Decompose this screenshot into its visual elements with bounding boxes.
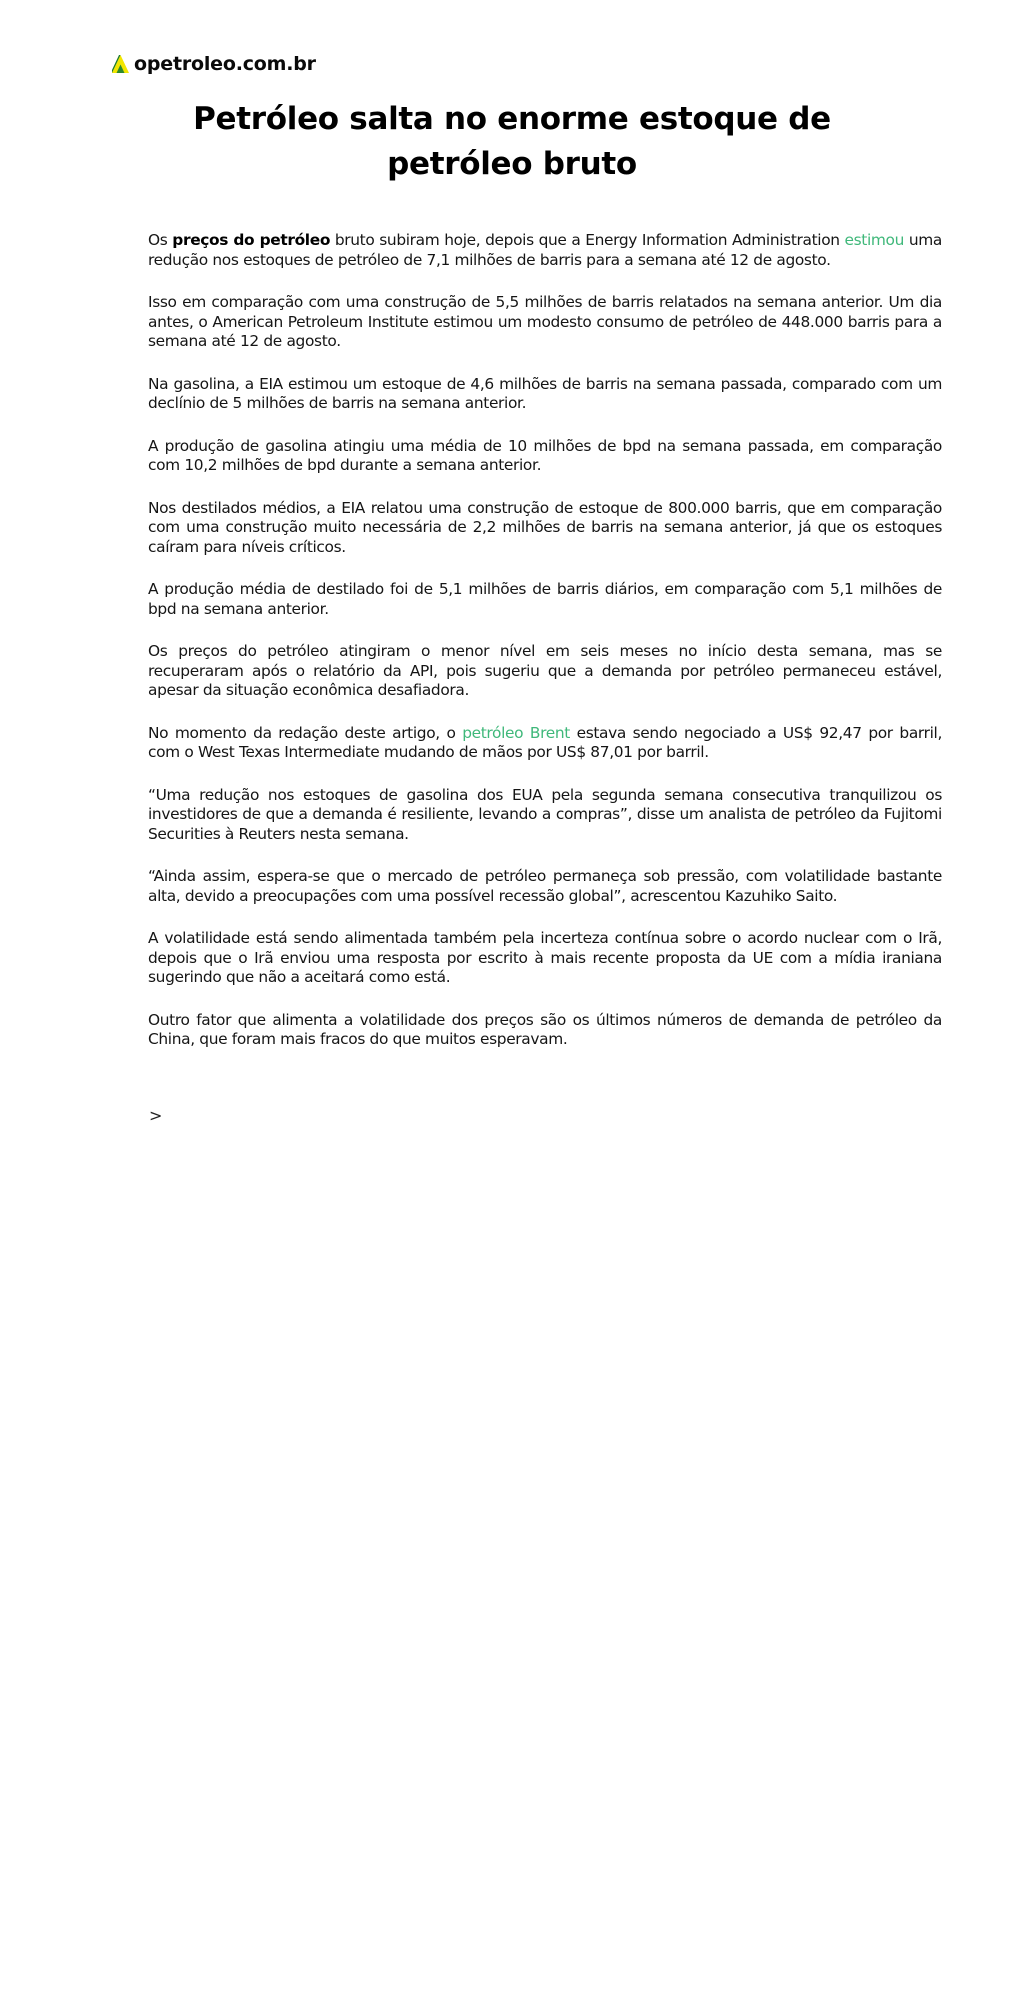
article-title: Petróleo salta no enorme estoque de petróleo bruto <box>193 101 831 182</box>
paragraph-12: Outro fator que alimenta a volatilidade dos preços são os últimos números de demanda de petróleo da China, que foram mais fracos do que muitos esperavam. <box>148 1010 942 1048</box>
paragraph-9: “Uma redução nos estoques de gasolina dos EUA pela segunda semana consecutiva tranquilizou os investidores de que a demanda é resiliente, levando a compras”, disse um analista de petróleo da Fujitomi Securities à Reuters nesta semana. <box>148 785 942 843</box>
paragraph-1-tail: uma redução nos estoques de petróleo de 7,1 milhões de barris para a semana até 12 de agosto. <box>148 231 942 269</box>
brent-oil-link[interactable]: petróleo Brent <box>462 723 570 742</box>
paragraph-7: Os preços do petróleo atingiram o menor nível em seis meses no início desta semana, mas se recuperaram após o relatório da API, pois sugeriu que a demanda por petróleo permaneceu estável, apesar da situação econômica desafiadora. <box>148 642 942 699</box>
article-body <box>148 231 942 1073</box>
paragraph-11: A volatilidade está sendo alimentada também pela incerteza contínua sobre o acordo nuclear com o Irã, depois que o Irã enviou uma resposta por escrito à mais recente proposta da UE com a mídia iraniana sugerindo que não a aceitará como está. <box>148 929 942 986</box>
paragraph-4: A produção de gasolina atingiu uma média de 10 milhões de bpd na semana passada, em comparação com 10,2 milhões de bpd durante a semana anterior. <box>148 436 942 474</box>
site-name-link[interactable]: opetroleo.com.br <box>134 53 316 75</box>
estimou-link[interactable]: estimou <box>844 231 905 249</box>
site-header <box>112 53 316 75</box>
paragraph-1 <box>148 231 942 270</box>
paragraph-8-lead: No momento da redação deste artigo, o <box>148 723 463 742</box>
paragraph-5: Nos destilados médios, a EIA relatou uma construção de estoque de 800.000 barris, que em comparação com uma construção muito necessária de 2,2 milhões de barris na semana anterior, já que os estoques caíram para níveis críticos. <box>148 498 942 556</box>
paragraph-6: A produção média de destilado foi de 5,1 milhões de barris diários, em comparação com 5,1 milhões de bpd na semana anterior. <box>148 580 942 618</box>
oil-prices-bold: preços do petróleo <box>172 231 331 249</box>
paragraph-10: “Ainda assim, espera-se que o mercado de petróleo permaneça sob pressão, com volatilidade bastante alta, devido a preocupações com uma possível recessão global”, acrescentou Kazuhiko Saito. <box>148 867 942 905</box>
paragraph-3: Na gasolina, a EIA estimou um estoque de 4,6 milhões de barris na semana passada, comparado com um declínio de 5 milhões de barris na semana anterior. <box>148 374 942 412</box>
paragraph-1-mid: bruto subiram hoje, depois que a Energy Information Administration <box>330 231 845 249</box>
logo-icon[interactable] <box>112 55 129 73</box>
paragraph-1-lead: Os <box>148 231 173 249</box>
paragraph-8-tail: estava sendo negociado a US$ 92,47 por barril, com o West Texas Intermediate mudando de mãos por US$ 87,01 por barril. <box>148 723 943 761</box>
more-link[interactable]: > <box>149 1106 163 1125</box>
paragraph-8 <box>148 724 942 763</box>
paragraph-2: Isso em comparação com uma construção de 5,5 milhões de barris relatados na semana anterior. Um dia antes, o American Petroleum Institute estimou um modesto consumo de petróleo de 448.000 barris para a semana até 12 de agosto. <box>148 293 942 350</box>
